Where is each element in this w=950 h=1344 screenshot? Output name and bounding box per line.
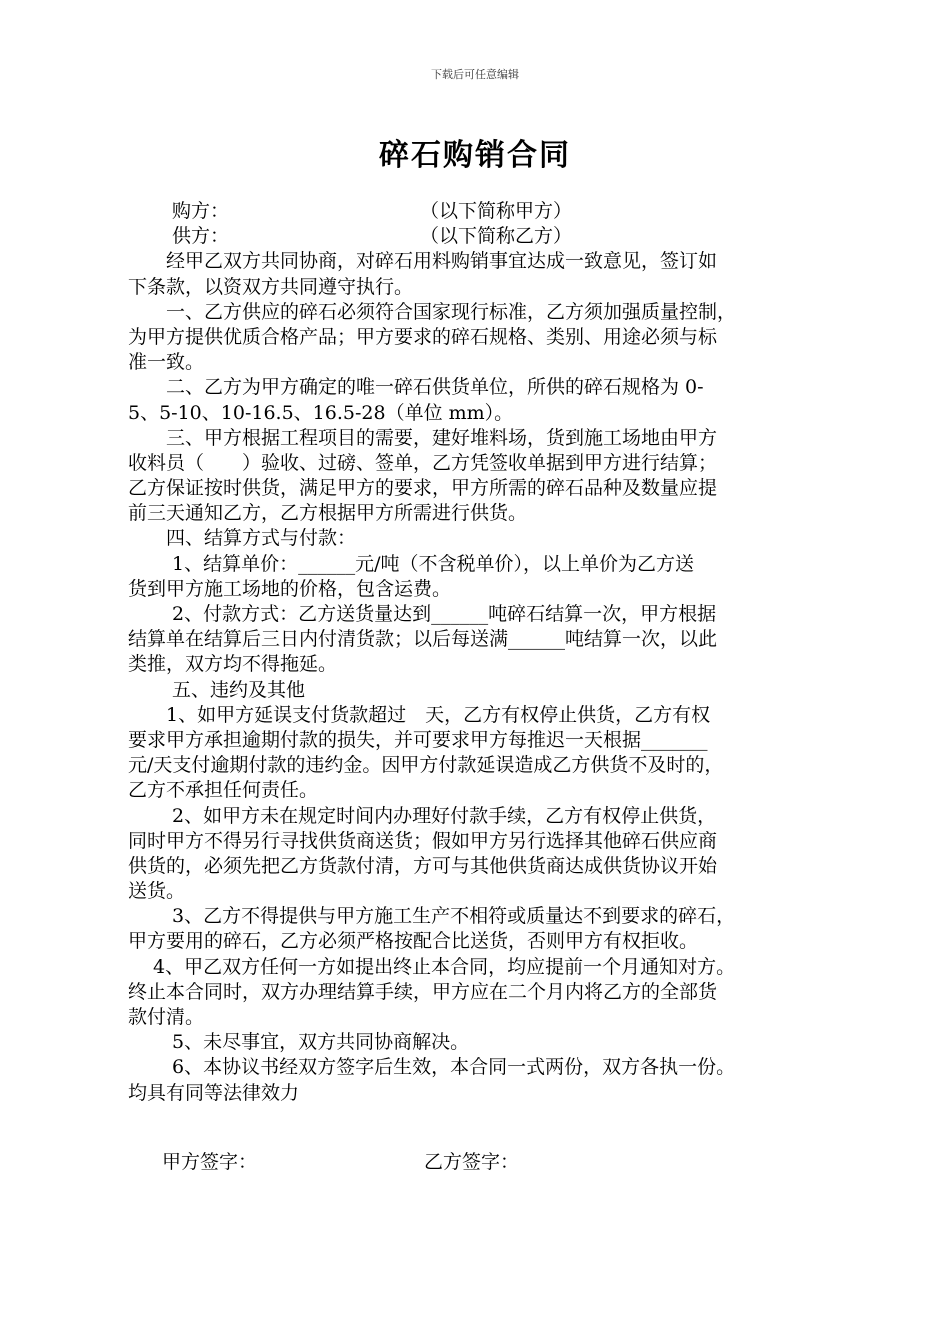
- party-a-signature-label: 甲方签字：: [162, 1151, 258, 1173]
- supplier-note: （以下简称乙方）: [420, 225, 573, 248]
- body-line: 前三天通知乙方，乙方根据甲方所需进行供货。: [128, 502, 528, 525]
- body-line: 3、乙方不得提供与甲方施工生产不相符或质量达不到要求的碎石，: [128, 905, 736, 928]
- page-header: 下载后可任意编辑: [431, 68, 519, 81]
- body-line: 4、甲乙双方任何一方如提出终止本合同，均应提前一个月通知对方。: [128, 955, 736, 978]
- body-line: 5、未尽事宜，双方共同协商解决。: [128, 1031, 470, 1054]
- body-line: 6、本协议书经双方签字后生效，本合同一式两份，双方各执一份。: [128, 1056, 736, 1079]
- body-line: 2、付款方式：乙方送货量达到______吨碎石结算一次，甲方根据: [128, 603, 717, 625]
- body-line: 1、如甲方延误支付货款超过 天，乙方有权停止供货，乙方有权: [128, 703, 711, 726]
- body-line: 元/天支付逾期付款的违约金。因甲方付款延误造成乙方供货不及时的，: [128, 754, 724, 777]
- supplier-label: 供方：: [172, 225, 230, 248]
- buyer-line: [128, 199, 824, 224]
- body-line: 终止本合同时，双方办理结算手续，甲方应在二个月内将乙方的全部货: [128, 980, 718, 1003]
- body-line: 均具有同等法律效力: [128, 1081, 300, 1104]
- supplier-line: [128, 224, 824, 249]
- body-line: 结算单在结算后三日内付清货款；以后每送满______吨结算一次，以此: [128, 628, 718, 651]
- contract-body: [128, 199, 824, 1106]
- body-line: 要求甲方承担逾期付款的损失，并可要求甲方每推迟一天根据_______: [128, 728, 708, 751]
- body-line: 2、如甲方未在规定时间内办理好付款手续，乙方有权停止供货，: [128, 804, 717, 827]
- body-line: 一、乙方供应的碎石必须符合国家现行标准，乙方须加强质量控制，: [128, 300, 737, 323]
- body-line: 款付清。: [128, 1006, 205, 1028]
- body-line: 三、甲方根据工程项目的需要，建好堆料场，货到施工场地由甲方: [128, 426, 718, 449]
- body-line: 类推，双方均不得拖延。: [128, 653, 338, 676]
- body-line: 乙方保证按时供货，满足甲方的要求，甲方所需的碎石品种及数量应提: [128, 477, 718, 500]
- body-line: 收料员（ ）验收、过磅、签单，乙方凭签收单据到甲方进行结算；: [128, 451, 718, 474]
- body-line: 货到甲方施工场地的价格，包含运费。: [128, 577, 452, 600]
- body-line: 下条款，以资双方共同遵守执行。: [128, 275, 414, 298]
- body-line: 5、5-10、10-16.5、16.5-28（单位 mm）。: [128, 401, 514, 424]
- body-line: 同时甲方不得另行寻找供货商送货；假如甲方另行选择其他碎石供应商: [128, 829, 718, 852]
- body-line: 为甲方提供优质合格产品；甲方要求的碎石规格、类别、用途必须与标: [128, 325, 718, 348]
- body-line: 经甲乙双方共同协商，对碎石用料购销事宜达成一致意见，签订如: [128, 250, 718, 273]
- body-line: 二、乙方为甲方确定的唯一碎石供货单位，所供的碎石规格为 0-: [128, 376, 704, 399]
- buyer-label: 购方：: [172, 200, 230, 222]
- body-line: 四、结算方式与付款：: [128, 527, 357, 550]
- document-title: 碎石购销合同: [379, 138, 571, 173]
- body-line: 送货。: [128, 880, 186, 903]
- buyer-note: （以下简称甲方）: [420, 200, 573, 222]
- body-line: 准一致。: [128, 351, 205, 374]
- body-line: 乙方不承担任何责任。: [128, 779, 319, 802]
- body-line: 五、违约及其他: [128, 678, 306, 701]
- body-line: 供货的，必须先把乙方货款付清，方可与其他供货商达成供货协议开始: [128, 854, 718, 877]
- party-b-signature-label: 乙方签字：: [424, 1151, 520, 1173]
- body-line: 1、结算单价：______元/吨（不含税单价），以上单价为乙方送: [128, 552, 695, 575]
- body-line: 甲方要用的碎石，乙方必须严格按配合比送货，否则甲方有权拒收。: [128, 930, 699, 953]
